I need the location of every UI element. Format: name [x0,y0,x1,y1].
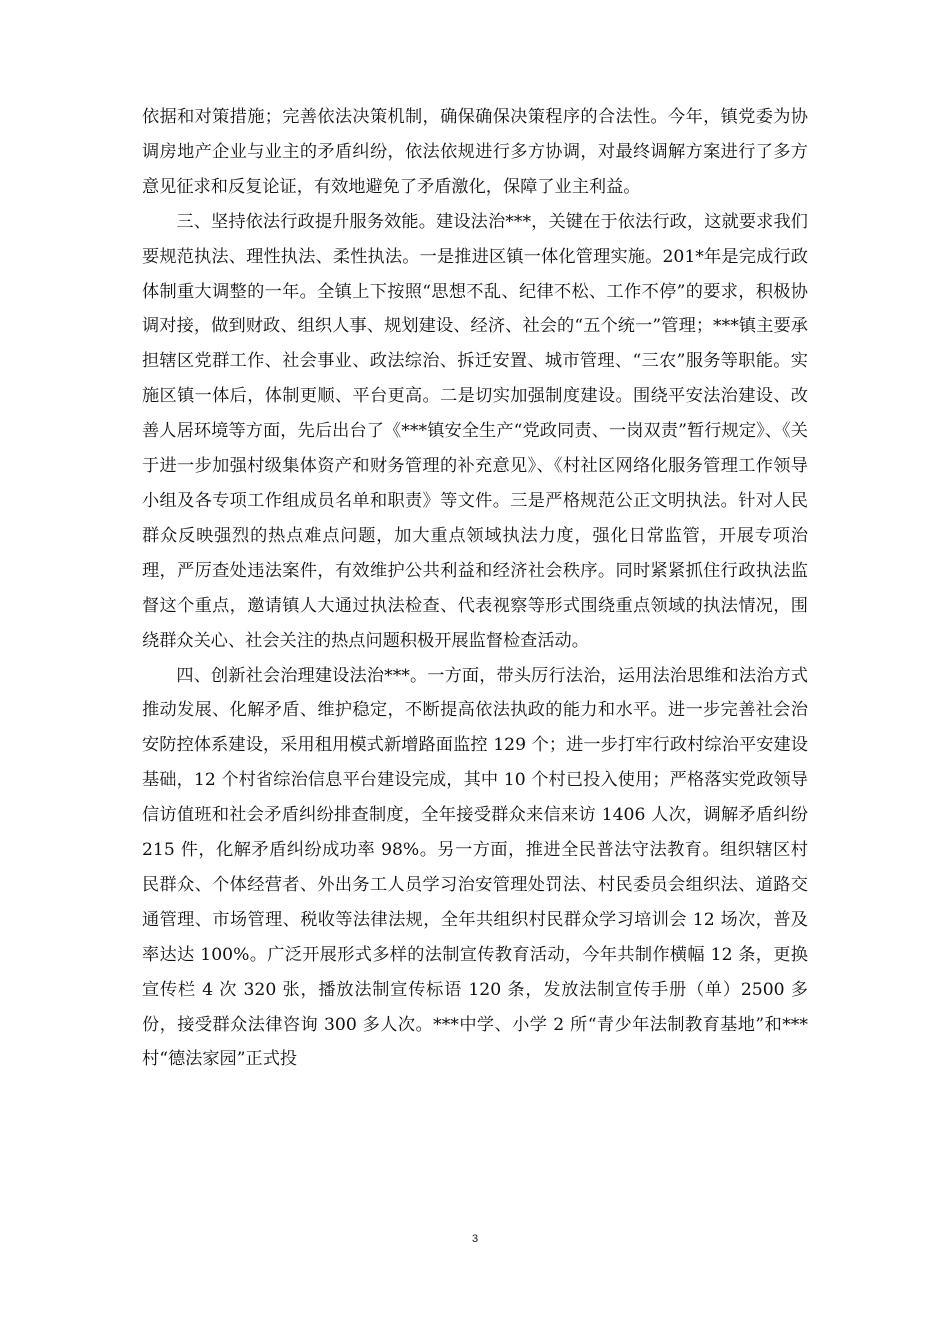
paragraph-section-four: 四、创新社会治理建设法治***。一方面，带头厉行法治，运用法治思维和法治方式推动发展、化解矛盾、维护稳定，不断提高依法执政的能力和水平。进一步完善社会治安防控体系建设，采用租用模式新增路面监控 129 个；进一步打牢行政村综治平安建设基础，12 个村省综治信息平台建设完成，其中 10 个村已投入使用；严格落实党政领导信访值班和社会矛盾纠纷排查制度，全年接受群众来信来访 1406 人次，调解矛盾纠纷 215 件，化解矛盾纠纷成功率 98%。另一方面，推进全民普法守法教育。组织辖区村民群众、个体经营者、外出务工人员学习治安管理处罚法、村民委员会组织法、道路交通管理、市场管理、税收等法律法规，全年共组织村民群众学习培训会 12 场次，普及率达达 100%。广泛开展形式多样的法制宣传教育活动，今年共制作横幅 12 条，更换宣传栏 4 次 320 张，播放法制宣传标语 120 条，发放法制宣传手册（单）2500 多份，接受群众法律咨询 300 多人次。***中学、小学 2 所“青少年法制教育基地”和***村“德法家园”正式投 [142,665,808,1070]
page-number: 3 [471,1233,479,1245]
paragraph-section-three: 三、坚持依法行政提升服务效能。建设法治***，关键在于依法行政，这就要求我们要规范执法、理性执法、柔性执法。一是推进区镇一体化管理实施。201*年是完成行政体制重大调整的一年。全镇上下按照“思想不乱、纪律不松、工作不停”的要求，积极协调对接，做到财政、组织人事、规划建设、经济、社会的“五个统一”管理；***镇主要承担辖区党群工作、社会事业、政法综治、拆迁安置、城市管理、“三农”服务等职能。实施区镇一体后，体制更顺、平台更高。二是切实加强制度建设。围绕平安法治建设、改善人居环境等方面，先后出台了《***镇安全生产“党政同责、一岗双责”暂行规定》、《关于进一步加强村级集体资产和财务管理的补充意见》、《村社区网络化服务管理工作领导小组及各专项工作组成员名单和职责》等文件。三是严格规范公正文明执法。针对人民群众反映强烈的热点难点问题，加大重点领域执法力度，强化日常监管，开展专项治理，严厉查处违法案件，有效维护公共利益和经济社会秩序。同时紧紧抓住行政执法监督这个重点，邀请镇人大通过执法检查、代表视察等形式围绕重点领域的执法情况，围绕群众关心、社会关注的热点问题积极开展监督检查活动。 [142,211,808,651]
document-body [142,100,808,1077]
paragraph-continuation: 依据和对策措施；完善依法决策机制，确保确保决策程序的合法性。今年，镇党委为协调房地产企业与业主的矛盾纠纷，依法依规进行多方协调，对最终调解方案进行了多方意见征求和反复论证，有效地避免了矛盾激化，保障了业主利益。 [142,107,808,197]
